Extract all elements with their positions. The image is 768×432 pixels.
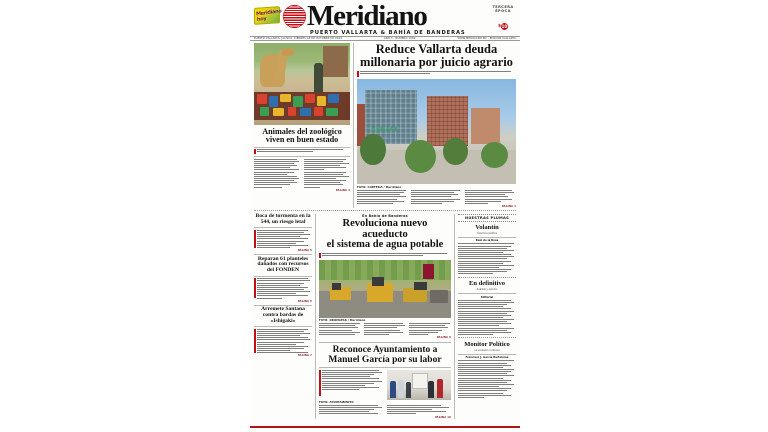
person-shape bbox=[437, 379, 443, 398]
lead-page-ref[interactable]: PÁGINA 4 bbox=[501, 204, 516, 208]
opinion-item-volantin[interactable] bbox=[458, 224, 516, 274]
brief-storm-drain[interactable] bbox=[254, 214, 312, 252]
recognition-headline-line1: Reconoce Ayuntamiento a bbox=[332, 344, 438, 355]
divider bbox=[254, 156, 350, 157]
excavator-cab bbox=[414, 282, 427, 290]
person-shape bbox=[398, 380, 404, 398]
recognition-photo bbox=[387, 370, 452, 400]
left-rail bbox=[254, 214, 316, 419]
person-shape bbox=[428, 381, 434, 398]
giraffe-head-shape bbox=[282, 48, 294, 56]
opinion-item-en-definitivo[interactable] bbox=[458, 280, 516, 335]
opinion-author: Francisco J. García Bartolomé bbox=[465, 356, 509, 360]
recognition-page-ref[interactable]: PÁGINA 10 bbox=[434, 415, 451, 419]
footer-rule bbox=[250, 426, 520, 428]
lead-headline-line2: millonaria por juicio agrario bbox=[360, 54, 513, 69]
brief-headline: Reparan 61 planteles dañados con recursos del FONDEN bbox=[257, 255, 309, 274]
opinion-subtitle: Análisis y opinión bbox=[476, 288, 498, 292]
recognition-body-row bbox=[319, 370, 451, 400]
building-sign-text: DEMACE bbox=[371, 127, 399, 134]
excavator-cab bbox=[332, 283, 341, 290]
secondary-building-shape bbox=[471, 108, 500, 144]
aqueduct-page-ref[interactable]: PÁGINA 8 bbox=[436, 335, 451, 339]
recognition-extra-text bbox=[319, 405, 451, 416]
info-bar-right: WWW.MERIDIANO.MX · EDICIÓN VALLARTA bbox=[457, 37, 516, 40]
section-divider bbox=[254, 210, 516, 211]
lead-photo-caption: FOTO: CORTESÍA / Meridiano bbox=[357, 185, 402, 189]
truck-shape bbox=[430, 290, 448, 303]
opinion-title: Volantín bbox=[475, 223, 499, 231]
recognition-headline-line2: Manuel García por su labor bbox=[328, 354, 442, 365]
price-symbol: $ bbox=[498, 23, 501, 28]
brief-page-ref[interactable]: PÁGINA 7 bbox=[297, 354, 312, 358]
epoch-line-1: TERCERA bbox=[492, 5, 514, 9]
masthead bbox=[250, 0, 520, 36]
price-value: 10 bbox=[501, 24, 508, 29]
opinion-author: Editorial bbox=[480, 295, 494, 299]
aqueduct-deck bbox=[319, 253, 451, 258]
aqueduct-story[interactable] bbox=[319, 214, 451, 339]
person-shape bbox=[406, 382, 411, 398]
excavator-cab bbox=[372, 277, 384, 285]
banner-flag-shape bbox=[423, 264, 434, 279]
mosaic-wall bbox=[254, 92, 350, 120]
brief-page-ref[interactable]: PÁGINA 5 bbox=[297, 249, 312, 253]
brief-body bbox=[254, 230, 312, 249]
opinion-title: En definitivo bbox=[469, 280, 505, 288]
brief-headline: Boca de tormenta en la 544, un riesgo letal bbox=[255, 212, 311, 225]
recognition-story[interactable] bbox=[319, 346, 451, 419]
opinion-subtitle: La sucesión continúa bbox=[474, 348, 500, 352]
zoo-page-ref[interactable]: PÁGINA 3 bbox=[335, 188, 350, 192]
zoo-headline-line2: viven en buen estado bbox=[265, 135, 339, 145]
lead-headline-line1: Reduce Vallarta deuda bbox=[375, 42, 498, 56]
price-tag bbox=[498, 23, 508, 30]
aqueduct-headline-line1: Revoluciona nuevo acueducto bbox=[342, 217, 428, 240]
info-bar-left: PUERTO VALLARTA, JALISCO. VIERNES 18 DE OCTUBRE DE 2024 bbox=[254, 37, 342, 40]
presentation-board bbox=[412, 373, 428, 388]
zoo-photo bbox=[254, 43, 350, 125]
brief-fonden-schools[interactable] bbox=[254, 257, 312, 303]
brick-building-shape bbox=[427, 96, 468, 146]
publication-title: Meridiano bbox=[307, 0, 427, 32]
lead-story[interactable] bbox=[353, 43, 516, 208]
middle-zone bbox=[254, 214, 516, 419]
aqueduct-body-text bbox=[319, 323, 451, 336]
masthead-edition-info bbox=[490, 5, 516, 32]
lead-deck bbox=[357, 71, 516, 77]
zoo-headline-line1: Animales del zoológico bbox=[262, 127, 342, 136]
opinion-rail bbox=[454, 214, 516, 419]
red-sphere-icon bbox=[283, 5, 306, 28]
opinion-body bbox=[458, 243, 516, 274]
zoo-story[interactable] bbox=[254, 43, 350, 208]
zoo-body-text bbox=[254, 159, 350, 189]
lead-photo bbox=[357, 79, 516, 184]
opinion-body bbox=[458, 360, 516, 397]
publication-subtitle: PUERTO VALLARTA & BAHÍA DE BANDERAS bbox=[310, 30, 466, 36]
newspaper-front-page bbox=[250, 0, 520, 432]
brief-headline: Arremete Santana contra bardas de «Ishigaki» bbox=[261, 306, 305, 324]
aqueduct-photo-caption: FOTO: OROMAPAS / Meridiano bbox=[319, 319, 366, 323]
logo-badge-line1: Meridiano bbox=[255, 8, 282, 18]
aqueduct-kicker: En Bahía de Banderas bbox=[362, 213, 408, 218]
opinion-item-monitor-politico[interactable] bbox=[458, 341, 516, 398]
aqueduct-photo bbox=[319, 260, 451, 318]
opinion-subtitle: Columna política bbox=[476, 231, 498, 235]
lead-body-text bbox=[357, 190, 516, 205]
story-divider bbox=[319, 342, 451, 343]
brief-santana-ishigaki[interactable] bbox=[254, 307, 312, 357]
epoch-line-2: ÉPOCA bbox=[495, 9, 511, 13]
brief-body bbox=[254, 278, 312, 299]
zoo-kicker bbox=[254, 149, 350, 154]
logo-badge-line2: hoy bbox=[256, 15, 267, 23]
opinion-body bbox=[458, 300, 516, 335]
opinion-title: Monitor Político bbox=[464, 340, 510, 348]
person-shape bbox=[390, 381, 396, 398]
page-content bbox=[250, 43, 520, 419]
opinion-section-title: NUESTRAS PLUMAS bbox=[458, 214, 516, 222]
center-column bbox=[319, 214, 451, 419]
opinion-author: Raúl de la Rosa bbox=[475, 239, 499, 243]
meridiano-hoy-logo-icon bbox=[254, 6, 280, 25]
divider bbox=[254, 147, 350, 148]
tree-shape bbox=[360, 134, 385, 166]
info-bar-center: AÑO 3 · NÚMERO 1082 bbox=[383, 37, 416, 40]
recognition-photo-caption: FOTO: AYUNTAMIENTO bbox=[319, 400, 354, 404]
aqueduct-headline-line2: el sistema de agua potable bbox=[326, 239, 444, 251]
masthead-center bbox=[307, 0, 490, 36]
excavator-shape bbox=[367, 283, 393, 302]
recognition-body-text bbox=[319, 370, 384, 400]
info-bar bbox=[250, 36, 520, 41]
barn-shape bbox=[323, 46, 348, 77]
brief-page-ref[interactable]: PÁGINA 6 bbox=[297, 299, 312, 303]
top-zone bbox=[254, 43, 516, 208]
